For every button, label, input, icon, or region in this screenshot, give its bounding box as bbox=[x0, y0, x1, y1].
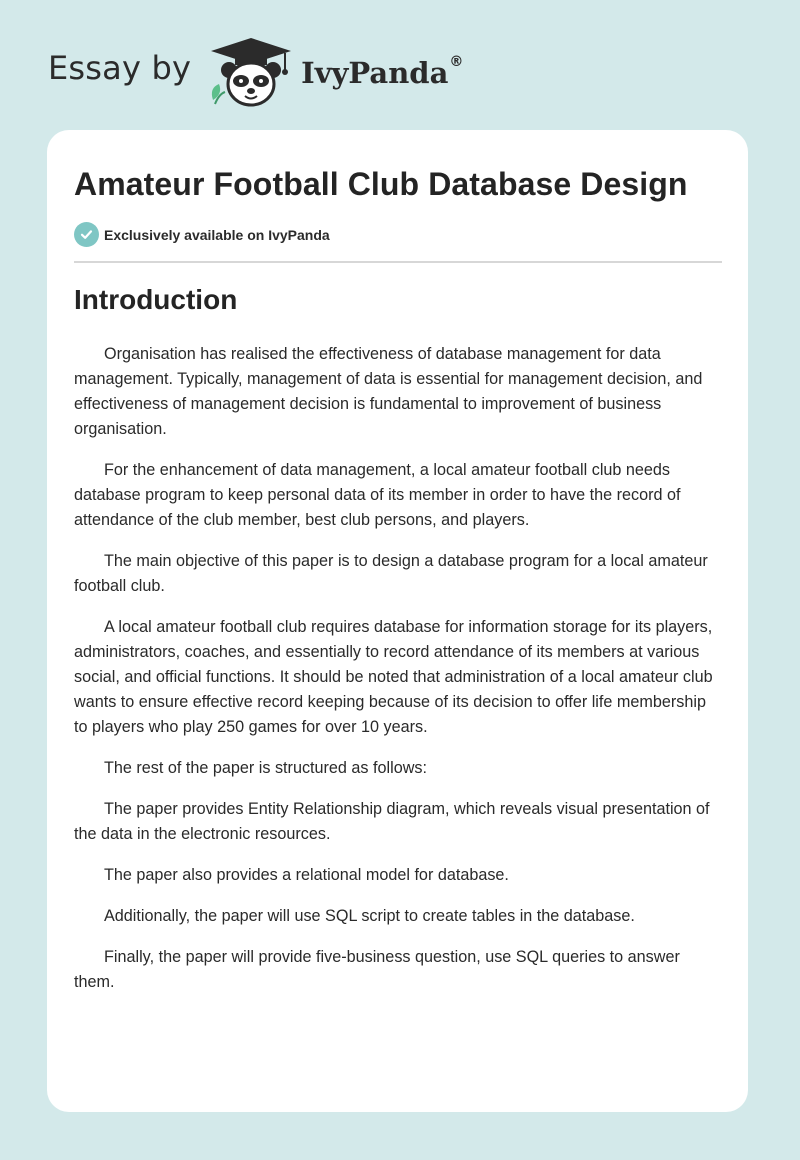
panda-graduation-cap-icon[interactable] bbox=[205, 34, 297, 110]
paragraph: The paper provides Entity Relationship diagram, which reveals visual presentation of the data in the electronic resources. bbox=[74, 800, 710, 843]
paragraph: A local amateur football club requires database for information storage for its players, administrators, coaches, and essentially to record attendance of its members at various social, and official functions. It should be noted that administration of a local amateur club wants to ensure effective record keeping because of its decision to offer life membership to players who play 250 games for over 10 years. bbox=[74, 618, 713, 736]
essay-card bbox=[47, 130, 748, 1112]
divider bbox=[74, 261, 722, 263]
paragraph: The rest of the paper is structured as follows: bbox=[104, 759, 427, 777]
page-title: Amateur Football Club Database Design bbox=[74, 166, 688, 202]
paragraph: For the enhancement of data management, a local amateur football club needs database program to keep personal data of its member in order to have the record of attendance of the club member, best club persons, and players. bbox=[74, 461, 681, 529]
badge-label: Exclusively available on IvyPanda bbox=[104, 226, 330, 243]
essay-by-label: Essay by bbox=[48, 49, 192, 87]
brand-name[interactable]: IvyPanda® bbox=[301, 54, 464, 90]
paragraph: Organisation has realised the effectiveness of database management for data management. Typically, management of data is essential for management decision, and effectiveness of management decision is fundamental to improvement of business organisation. bbox=[74, 345, 703, 438]
paragraph: The main objective of this paper is to design a database program for a local amateur football club. bbox=[74, 552, 708, 595]
paragraph: The paper also provides a relational model for database. bbox=[104, 866, 509, 884]
registered-mark: ® bbox=[449, 54, 464, 71]
exclusive-badge bbox=[74, 222, 330, 247]
section-heading: Introduction bbox=[74, 284, 238, 315]
site-header bbox=[48, 34, 463, 110]
paragraph: Additionally, the paper will use SQL script to create tables in the database. bbox=[104, 907, 635, 925]
check-circle-icon bbox=[74, 222, 99, 247]
essay-body bbox=[74, 342, 722, 1011]
paragraph: Finally, the paper will provide five-business question, use SQL queries to answer them. bbox=[74, 948, 680, 991]
